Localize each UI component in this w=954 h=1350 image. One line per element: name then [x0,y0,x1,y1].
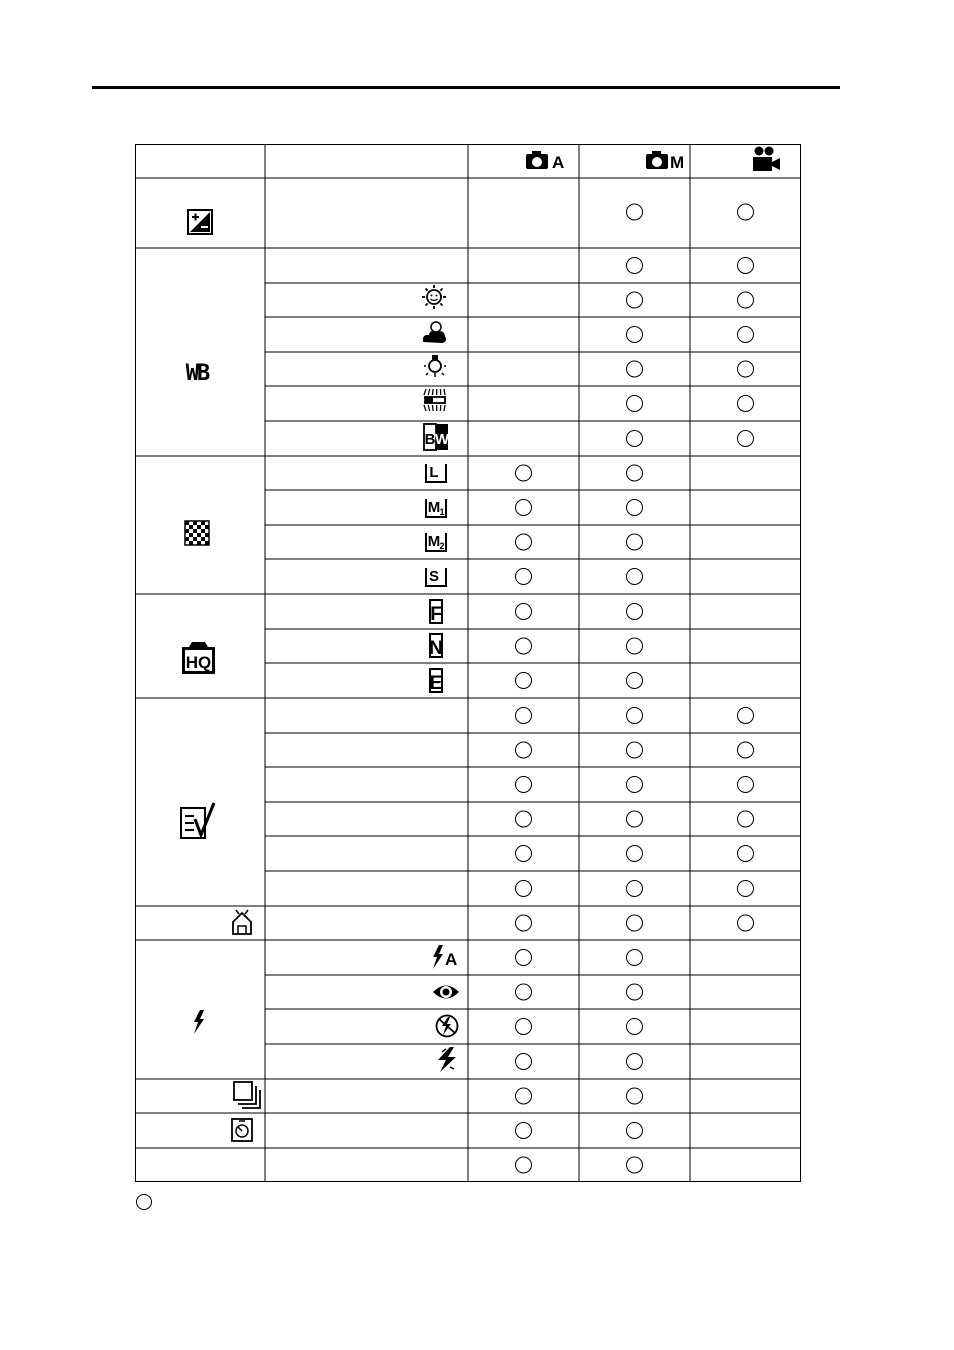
available-circle-icon [738,915,754,931]
svg-text:A: A [552,153,565,172]
available-circle-icon [738,292,754,308]
size-s-icon [426,568,446,586]
available-circle-icon [627,811,643,827]
available-circle-icon [738,777,754,793]
camera-auto-icon [526,151,564,172]
available-circle-icon [738,846,754,862]
available-circle-icon [627,950,643,966]
flash-icon [194,1010,204,1034]
available-circle-icon [627,1088,643,1104]
available-circle-icon [627,984,643,1000]
available-circle-icon [627,1123,643,1139]
available-circle-icon [738,361,754,377]
available-circle-icon [627,500,643,516]
available-circle-icon [516,708,532,724]
available-circle-icon [516,777,532,793]
available-circle-icon [516,1157,532,1173]
svg-text:F: F [430,604,442,625]
available-circle-icon [627,431,643,447]
quality-n-icon [429,633,443,659]
bulb-icon [424,355,446,377]
quality-e-icon [429,668,443,694]
available-circle-icon [627,534,643,550]
available-circle-icon [627,361,643,377]
available-circle-icon [627,638,643,654]
available-circle-icon [738,327,754,343]
home-mode-icon [233,910,251,934]
camera-manual-icon [646,151,684,172]
available-circle-icon [738,431,754,447]
size-m1-icon [426,499,446,517]
available-circle-icon [627,327,643,343]
white-balance-icon: WB [185,361,209,386]
svg-text:B: B [424,431,436,448]
available-circle-icon [627,742,643,758]
movie-camera-icon [753,147,780,172]
red-eye-icon [433,986,459,999]
svg-text:W: W [434,431,450,448]
available-circle-icon [627,846,643,862]
available-circle-icon [516,1123,532,1139]
svg-text:2: 2 [439,541,445,551]
size-l-icon [426,464,446,482]
available-circle-icon [516,1054,532,1070]
available-circle-icon [516,500,532,516]
available-circle-icon [516,915,532,931]
available-circle-icon [516,534,532,550]
available-circle-icon [738,742,754,758]
flash-forced-icon [438,1047,456,1072]
svg-text:E: E [429,673,443,694]
available-circle-icon [627,396,643,412]
available-circle-icon [627,569,643,585]
image-size-icon [185,521,209,545]
available-circle-icon [516,673,532,689]
available-circle-icon [627,204,643,220]
available-circle-icon [738,396,754,412]
quality-hq-icon [182,642,215,674]
available-circle-icon [627,915,643,931]
cloudy-icon [423,322,446,343]
available-circle-icon [738,881,754,897]
flash-off-icon [437,1016,458,1037]
flash-auto-icon [433,945,457,969]
available-circle-icon [516,465,532,481]
available-circle-icon [516,881,532,897]
available-circle-icon [738,811,754,827]
svg-text:HQ: HQ [185,653,212,672]
quality-f-icon [429,599,443,625]
svg-text:N: N [429,638,443,659]
svg-text:L: L [429,464,439,481]
available-circle-icon [627,465,643,481]
exposure-compensation-icon [188,210,212,234]
available-circle-icon [627,604,643,620]
available-circle-icon [627,881,643,897]
continuous-shot-icon [234,1082,260,1108]
available-circle-icon [627,1157,643,1173]
available-circle-icon [627,673,643,689]
size-m2-icon [426,533,446,551]
available-circle-icon [627,1054,643,1070]
available-circle-icon [738,204,754,220]
available-circle-icon [627,708,643,724]
available-circle-icon [627,1019,643,1035]
available-circle-icon [516,742,532,758]
available-circle-icon [516,950,532,966]
svg-text:A: A [445,950,458,969]
available-circle-icon [516,1019,532,1035]
svg-text:1: 1 [439,507,445,517]
setup-checklist-icon [181,803,214,838]
available-circle-icon [516,811,532,827]
available-circle-icon [516,569,532,585]
svg-text:M: M [427,533,441,550]
black-white-icon [424,424,450,450]
available-circle-icon [516,984,532,1000]
fluorescent-icon [424,389,445,411]
available-circle-icon [516,846,532,862]
available-circle-icon [516,604,532,620]
available-circle-icon [627,777,643,793]
available-circle-icon [627,292,643,308]
available-circle-icon [516,1088,532,1104]
sun-icon [422,285,446,309]
available-circle-icon [627,258,643,274]
self-timer-icon [232,1119,252,1141]
svg-text:S: S [428,568,440,585]
legend-available-circle-icon [135,1193,153,1211]
available-circle-icon [738,258,754,274]
svg-text:M: M [670,153,685,172]
available-circle-icon [516,638,532,654]
available-circle-icon [738,708,754,724]
svg-text:M: M [427,499,441,516]
